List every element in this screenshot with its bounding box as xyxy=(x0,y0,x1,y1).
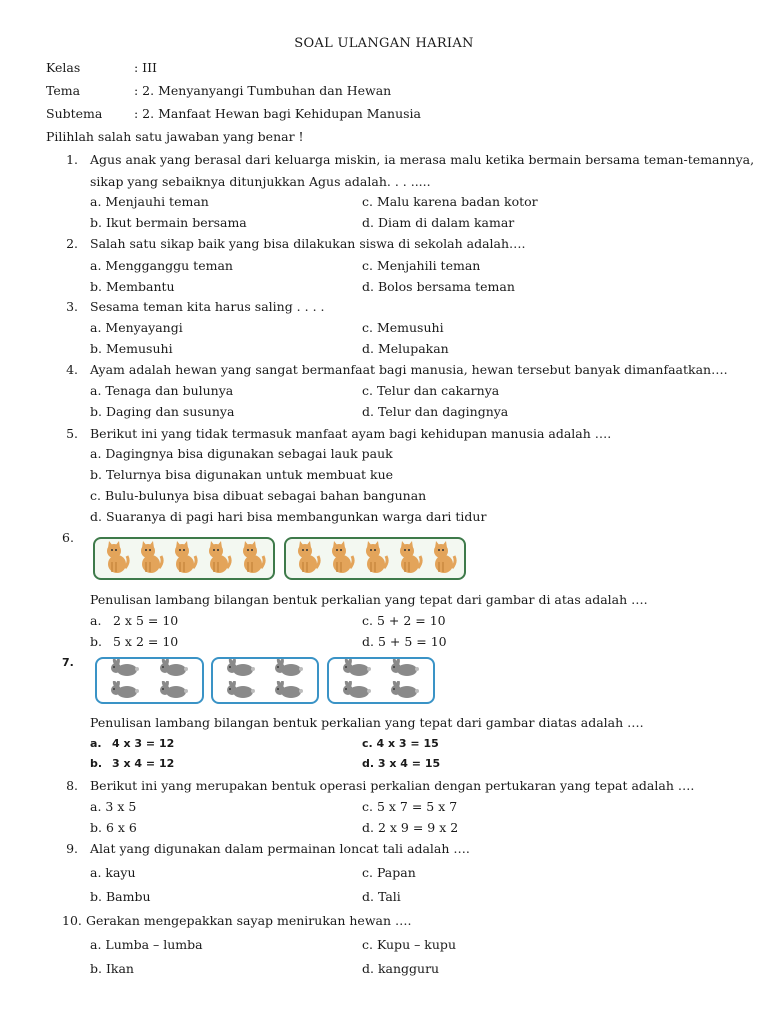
option-d: d. Suaranya di pagi hari bisa membangunkan warga dari tidur xyxy=(90,509,487,524)
option-d: d. 5 + 5 = 10 xyxy=(362,634,447,649)
question-text: Salah satu sikap baik yang bisa dilakukan siswa di sekolah adalah…. xyxy=(90,236,526,251)
meta-label-kelas: Kelas xyxy=(46,60,81,75)
rabbit-icon xyxy=(340,681,374,702)
option-b: 5 x 2 = 10 xyxy=(113,634,179,649)
option-d: d. Melupakan xyxy=(362,341,449,356)
option-c: c. 5 x 7 = 5 x 7 xyxy=(362,799,458,814)
option-d: d. Tali xyxy=(362,889,401,904)
meta-label-subtema: Subtema xyxy=(46,106,103,121)
question-number: 10. xyxy=(62,913,82,928)
meta-value-tema: : 2. Menyanyangi Tumbuhan dan Hewan xyxy=(134,83,392,98)
cat-icon xyxy=(136,540,164,577)
option-a: a. Dagingnya bisa digunakan sebagai lauk pauk xyxy=(90,446,393,461)
question-number: 5. xyxy=(66,426,78,441)
rabbit-icon xyxy=(272,659,306,680)
question-text: Berikut ini yang merupakan bentuk operasi perkalian dengan pertukaran yang tepat adalah …. xyxy=(90,778,695,793)
option-c: c. Menjahili teman xyxy=(362,258,481,273)
option-b: b. Ikan xyxy=(90,961,134,976)
option-b: b. Ikut bermain bersama xyxy=(90,215,247,230)
cat-icon xyxy=(395,540,423,577)
rabbit-grid xyxy=(217,659,313,702)
option-b: b. 6 x 6 xyxy=(90,820,137,835)
option-d: d. Diam di dalam kamar xyxy=(362,215,515,230)
option-c: c. 5 + 2 = 10 xyxy=(362,613,446,628)
question-text: Ayam adalah hewan yang sangat bermanfaat bagi manusia, hewan tersebut banyak dimanfaatkan…. xyxy=(90,362,728,377)
option-d: d. 2 x 9 = 9 x 2 xyxy=(362,820,459,835)
rabbit-icon xyxy=(108,659,142,680)
rabbit-icon xyxy=(272,681,306,702)
rabbit-grid xyxy=(333,659,429,702)
option-d: d. Telur dan dagingnya xyxy=(362,404,509,419)
option-b: b. Membantu xyxy=(90,279,175,294)
cat-icon xyxy=(170,540,198,577)
question-number: 4. xyxy=(66,362,78,377)
option-a-letter: a. xyxy=(90,613,102,628)
rabbit-icon xyxy=(108,681,142,702)
rabbit-icon xyxy=(224,659,258,680)
option-a: a. Mengganggu teman xyxy=(90,258,233,273)
cat-icon xyxy=(102,540,130,577)
rabbit-group-box xyxy=(95,657,204,704)
question-number: 9. xyxy=(66,841,78,856)
rabbit-group-box xyxy=(211,657,319,704)
question-text: Alat yang digunakan dalam permainan loncat tali adalah …. xyxy=(90,841,470,856)
page-title: SOAL ULANGAN HARIAN xyxy=(294,36,474,51)
rabbit-icon xyxy=(224,681,258,702)
question-number: 2. xyxy=(66,236,78,251)
rabbit-group-box xyxy=(327,657,435,704)
question-text: Penulisan lambang bilangan bentuk perkalian yang tepat dari gambar diatas adalah …. xyxy=(90,715,644,730)
option-a: a. Lumba – lumba xyxy=(90,937,203,952)
option-a-letter: a. xyxy=(90,737,102,750)
cat-icon xyxy=(293,540,321,577)
question-text: Penulisan lambang bilangan bentuk perkalian yang tepat dari gambar di atas adalah …. xyxy=(90,592,648,607)
rabbit-icon xyxy=(340,659,374,680)
question-text: Sesama teman kita harus saling . . . . xyxy=(90,299,325,314)
question-number: 3. xyxy=(66,299,78,314)
rabbit-icon xyxy=(388,659,422,680)
option-b: b. Telurnya bisa digunakan untuk membuat kue xyxy=(90,467,394,482)
option-b: b. Bambu xyxy=(90,889,151,904)
option-c: c. Kupu – kupu xyxy=(362,937,456,952)
option-b-letter: b. xyxy=(90,757,103,770)
rabbit-icon xyxy=(157,681,191,702)
option-a: a. kayu xyxy=(90,865,136,880)
question-text: sikap yang sebaiknya ditunjukkan Agus adalah. . . ..... xyxy=(90,174,431,189)
option-d: d. kangguru xyxy=(362,961,440,976)
option-d: d. 3 x 4 = 15 xyxy=(362,757,441,770)
option-c: c. 4 x 3 = 15 xyxy=(362,737,439,750)
question-number: 1. xyxy=(66,152,78,167)
option-a: a. Tenaga dan bulunya xyxy=(90,383,234,398)
option-a: a. Menyayangi xyxy=(90,320,183,335)
cat-icon xyxy=(327,540,355,577)
cat-icon xyxy=(204,540,232,577)
cat-group-box xyxy=(93,537,275,580)
rabbit-icon xyxy=(157,659,191,680)
option-b-letter: b. xyxy=(90,634,102,649)
option-c: c. Bulu-bulunya bisa dibuat sebagai bahan bangunan xyxy=(90,488,427,503)
option-a: a. 3 x 5 xyxy=(90,799,137,814)
option-b: 3 x 4 = 12 xyxy=(112,757,175,770)
instruction: Pilihlah salah satu jawaban yang benar ! xyxy=(46,129,304,144)
meta-value-kelas: : III xyxy=(134,60,157,75)
option-c: c. Telur dan cakarnya xyxy=(362,383,500,398)
question-number: 6. xyxy=(62,530,74,545)
option-c: c. Papan xyxy=(362,865,416,880)
meta-value-subtema: : 2. Manfaat Hewan bagi Kehidupan Manusia xyxy=(134,106,422,121)
meta-label-tema: Tema xyxy=(46,83,81,98)
option-a: 4 x 3 = 12 xyxy=(112,737,175,750)
option-d: d. Bolos bersama teman xyxy=(362,279,515,294)
option-b: b. Memusuhi xyxy=(90,341,173,356)
option-c: c. Malu karena badan kotor xyxy=(362,194,538,209)
rabbit-icon xyxy=(388,681,422,702)
option-a: 2 x 5 = 10 xyxy=(113,613,179,628)
cat-icon xyxy=(429,540,457,577)
cat-group-box xyxy=(284,537,466,580)
option-a: a. Menjauhi teman xyxy=(90,194,209,209)
question-number: 8. xyxy=(66,778,78,793)
cat-icon xyxy=(238,540,266,577)
question-text: Gerakan mengepakkan sayap menirukan hewan …. xyxy=(86,913,412,928)
question-number: 7. xyxy=(62,656,74,669)
question-text: Berikut ini yang tidak termasuk manfaat ayam bagi kehidupan manusia adalah …. xyxy=(90,426,612,441)
option-b: b. Daging dan susunya xyxy=(90,404,235,419)
cat-icon xyxy=(361,540,389,577)
option-c: c. Memusuhi xyxy=(362,320,444,335)
question-text: Agus anak yang berasal dari keluarga miskin, ia merasa malu ketika bermain bersama teman-temannya, xyxy=(90,152,755,167)
rabbit-grid xyxy=(101,659,198,702)
